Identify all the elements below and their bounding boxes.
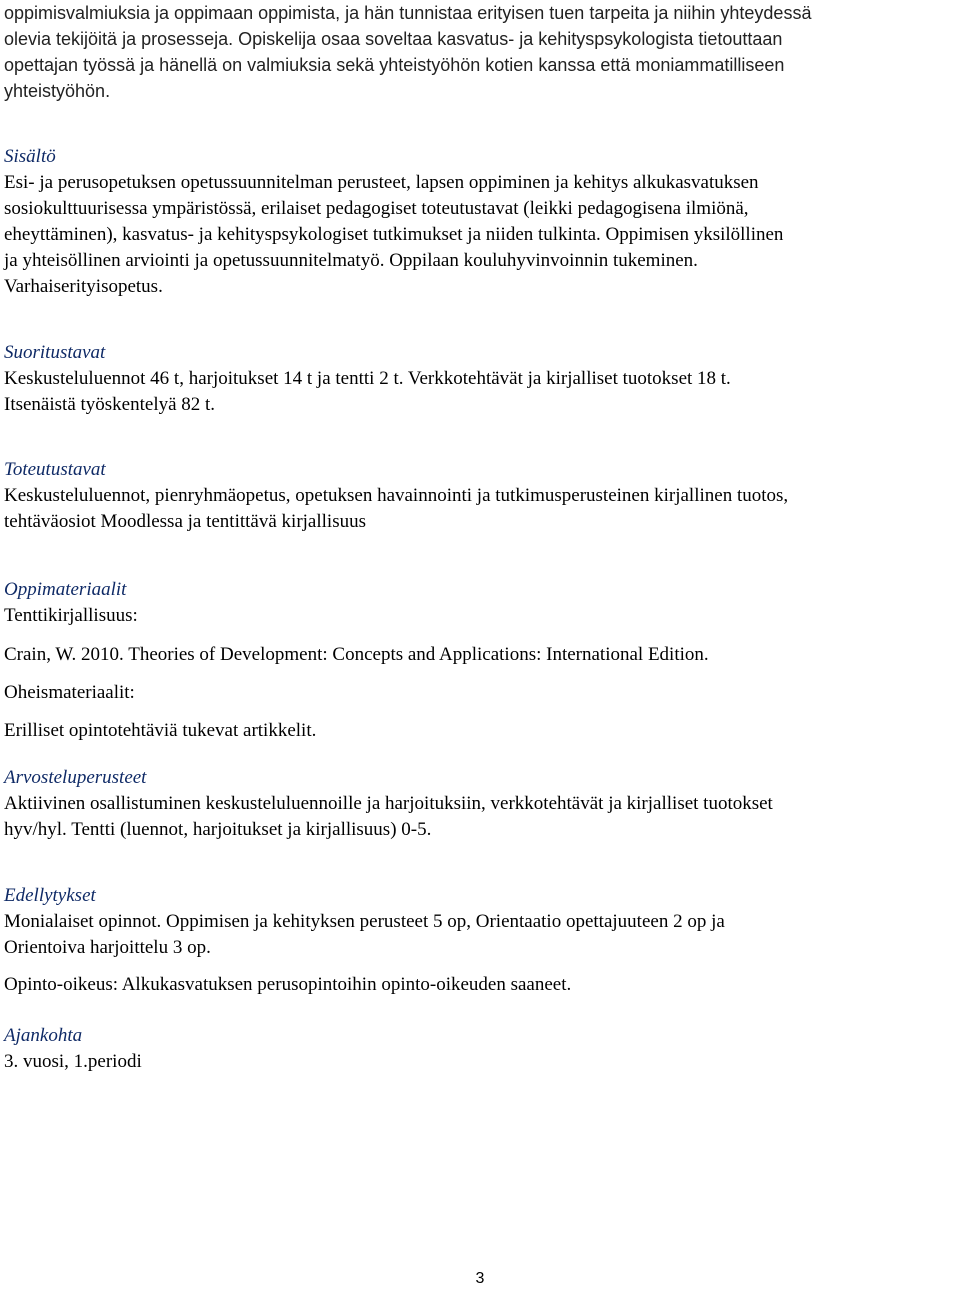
section-sisalto bbox=[4, 144, 783, 300]
section-heading: Suoritustavat bbox=[4, 342, 106, 363]
section-suoritustavat bbox=[4, 340, 731, 418]
intro-paragraph bbox=[4, 0, 811, 104]
section-heading: Ajankohta bbox=[4, 1025, 83, 1046]
section-line: Varhaiserityisopetus. bbox=[4, 276, 163, 297]
section-heading: Oppimateriaalit bbox=[4, 579, 127, 600]
section-toteutustavat bbox=[4, 457, 788, 535]
intro-line: yhteistyöhön. bbox=[4, 81, 111, 101]
section-oppimateriaalit bbox=[4, 577, 709, 744]
tenttikirjallisuus-entry: Crain, W. 2010. Theories of Development: Concepts and Applications: International Edition. bbox=[4, 644, 709, 665]
section-ajankohta bbox=[4, 1023, 142, 1075]
oheismateriaalit-entry: Erilliset opintotehtäviä tukevat artikkelit. bbox=[4, 720, 317, 741]
section-arvosteluperusteet bbox=[4, 765, 773, 843]
section-heading: Sisältö bbox=[4, 146, 56, 167]
section-line: Itsenäistä työskentelyä 82 t. bbox=[4, 394, 216, 415]
oheismateriaalit-label: Oheismateriaalit: bbox=[4, 682, 135, 703]
section-line: eheyttäminen), kasvatus- ja kehityspsykologiset tutkimukset ja niiden tulkinta. Oppimisen yksilöllinen bbox=[4, 224, 784, 245]
intro-line: opettajan työssä ja hänellä on valmiuksia sekä yhteistyöhön kotien kanssa että moniammatilliseen bbox=[4, 55, 785, 75]
section-line: Aktiivinen osallistuminen keskusteluluennoille ja harjoituksiin, verkkotehtävät ja kirjalliset tuotokset bbox=[4, 793, 773, 814]
page-number: 3 bbox=[475, 1270, 485, 1287]
intro-line: olevia tekijöitä ja prosesseja. Opiskelija osaa soveltaa kasvatus- ja kehityspsykologista tietouttaan bbox=[4, 29, 783, 49]
section-heading: Arvosteluperusteet bbox=[4, 767, 147, 788]
section-line: Esi- ja perusopetuksen opetussuunnitelman perusteet, lapsen oppiminen ja kehitys alkukasvatuksen bbox=[4, 172, 759, 193]
section-heading: Toteutustavat bbox=[4, 459, 106, 480]
section-line: ja yhteisöllinen arviointi ja opetussuunnitelmatyö. Oppilaan kouluhyvinvoinnin tukeminen. bbox=[4, 250, 698, 271]
tenttikirjallisuus-label: Tenttikirjallisuus: bbox=[4, 605, 138, 626]
intro-line: oppimisvalmiuksia ja oppimaan oppimista, ja hän tunnistaa erityisen tuen tarpeita ja niihin yhteydessä bbox=[4, 3, 812, 23]
section-line: Orientoiva harjoittelu 3 op. bbox=[4, 937, 211, 958]
opinto-oikeus: Opinto-oikeus: Alkukasvatuksen perusopintoihin opinto-oikeuden saaneet. bbox=[4, 974, 572, 995]
section-line: Monialaiset opinnot. Oppimisen ja kehityksen perusteet 5 op, Orientaatio opettajuuteen 2 op ja bbox=[4, 911, 725, 932]
section-line: Keskusteluluennot, pienryhmäopetus, opetuksen havainnointi ja tutkimusperusteinen kirjallinen tuotos, bbox=[4, 485, 789, 506]
section-line: Keskusteluluennot 46 t, harjoitukset 14 t ja tentti 2 t. Verkkotehtävät ja kirjalliset tuotokset 18 t. bbox=[4, 368, 731, 389]
section-edellytykset bbox=[4, 883, 725, 998]
section-line: sosiokulttuurisessa ympäristössä, erilaiset pedagogiset toteutustavat (leikki pedagogisena ilmiönä, bbox=[4, 198, 749, 219]
ajankohta-value: 3. vuosi, 1.periodi bbox=[4, 1051, 142, 1072]
section-line: hyv/hyl. Tentti (luennot, harjoitukset ja kirjallisuus) 0-5. bbox=[4, 819, 432, 840]
section-heading: Edellytykset bbox=[4, 885, 96, 906]
section-line: tehtäväosiot Moodlessa ja tentittävä kirjallisuus bbox=[4, 511, 366, 532]
